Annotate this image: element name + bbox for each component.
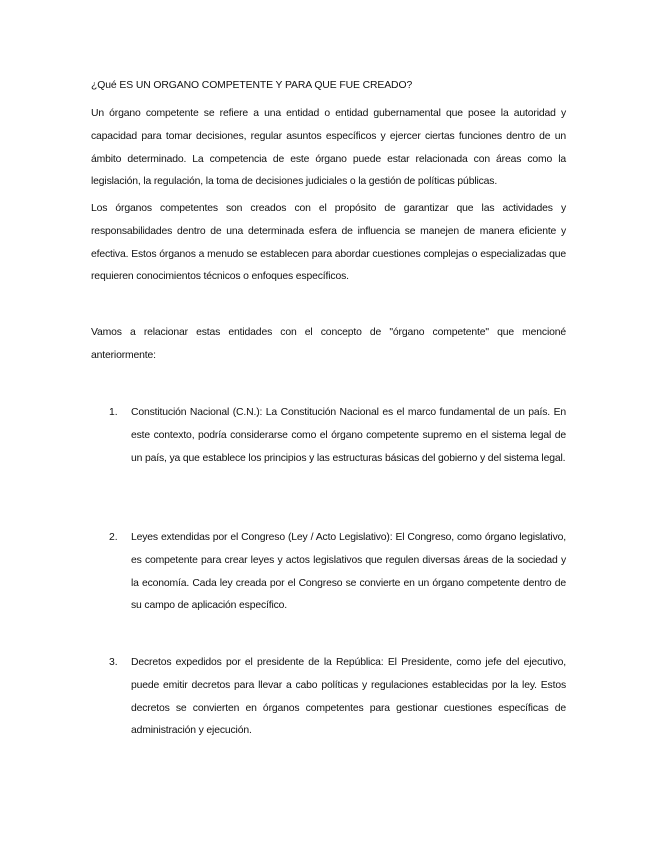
paragraph-introduction: Vamos a relacionar estas entidades con el concepto de "órgano competente" que mencioné anteriormente: [91, 327, 566, 361]
list-item-text: Constitución Nacional (C.N.): La Constitución Nacional es el marco fundamental de un país. En este contexto, podría considerarse como el órgano competente supremo en el sistema legal de un país, ya que establece los principios y las estructuras básicas del gobierno y del sistema legal. [131, 407, 566, 464]
list-item-text: Leyes extendidas por el Congreso (Ley / Acto Legislativo): El Congreso, como órgano legislativo, es competente para crear leyes y actos legislativos que regulen diversas áreas de la sociedad y la economía. Cada ley creada por el Congreso se convierte en un órgano competente dentro de su campo de aplicación específico. [131, 532, 566, 612]
list-item-number: 2. [109, 532, 118, 543]
list-item-number: 3. [109, 657, 118, 668]
document-title: ¿Qué ES UN ORGANO COMPETENTE Y PARA QUE FUE CREADO? [91, 80, 413, 91]
paragraph-purpose: Los órganos competentes son creados con el propósito de garantizar que las actividades y responsabilidades dentro de una determinada esfera de influencia se manejen de manera eficiente y efectiva. Estos órganos a menudo se establecen para abordar cuestiones complejas o especializadas que requieren conocimientos técnicos o enfoques específicos. [91, 203, 566, 283]
paragraph-definition: Un órgano competente se refiere a una entidad o entidad gubernamental que posee la autoridad y capacidad para tomar decisiones, regular asuntos específicos y ejercer ciertas funciones dentro de un ámbito determinado. La competencia de este órgano puede estar relacionada con áreas como la legislación, la regulación, la toma de decisiones judiciales o la gestión de políticas públicas. [91, 108, 566, 188]
list-item-number: 1. [109, 407, 118, 418]
list-item-text: Decretos expedidos por el presidente de la República: El Presidente, como jefe del ejecutivo, puede emitir decretos para llevar a cabo políticas y regulaciones establecidas por la ley. Estos decretos se convierten en órganos competentes para gestionar cuestiones específicas de administración y ejecución. [131, 657, 566, 737]
